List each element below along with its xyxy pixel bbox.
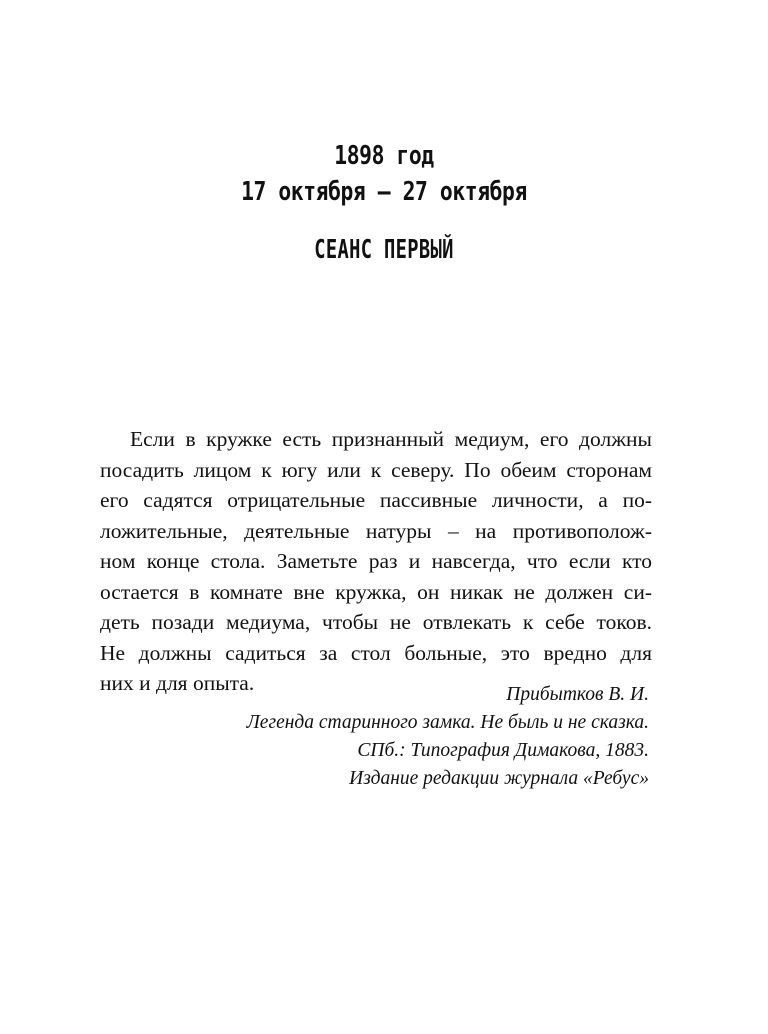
epigraph-line: ложительные, деятельные натуры – на противополож- xyxy=(100,518,652,543)
attribution-work: Легенда старинного замка. Не быль и не сказка. xyxy=(246,712,649,733)
chapter-title: СЕАНС ПЕРВЫЙ xyxy=(314,235,454,265)
chapter-heading xyxy=(0,138,768,268)
attribution-edition: Издание редакции журнала «Ребус» xyxy=(349,768,649,789)
epigraph-line: Если в кружке есть признанный медиум, его должны xyxy=(130,427,652,451)
epigraph-line: деть позади медиума, чтобы не отвлекать к себе токов. xyxy=(100,610,652,634)
epigraph-attribution xyxy=(247,681,649,793)
chapter-dates: 17 октября – 27 октября xyxy=(241,177,527,207)
attribution-publisher: СПб.: Типография Димакова, 1883. xyxy=(357,740,649,761)
attribution-author: Прибытков В. И. xyxy=(506,684,649,705)
epigraph-line: ном конце стола. Заметьте раз и навсегда, что если кто xyxy=(100,549,652,573)
epigraph-line: них и для опыта. xyxy=(100,671,255,695)
epigraph-line: посадить лицом к югу или к северу. По обеим сторонам xyxy=(100,457,652,482)
epigraph-line: остается в комнате вне кружка, он никак не должен си- xyxy=(100,579,652,604)
chapter-year: 1898 год xyxy=(334,141,434,171)
epigraph xyxy=(100,424,652,699)
epigraph-line: Не должны садиться за стол больные, это вредно для xyxy=(100,640,652,665)
epigraph-line: его садятся отрицательные пассивные личности, а по- xyxy=(100,488,652,512)
